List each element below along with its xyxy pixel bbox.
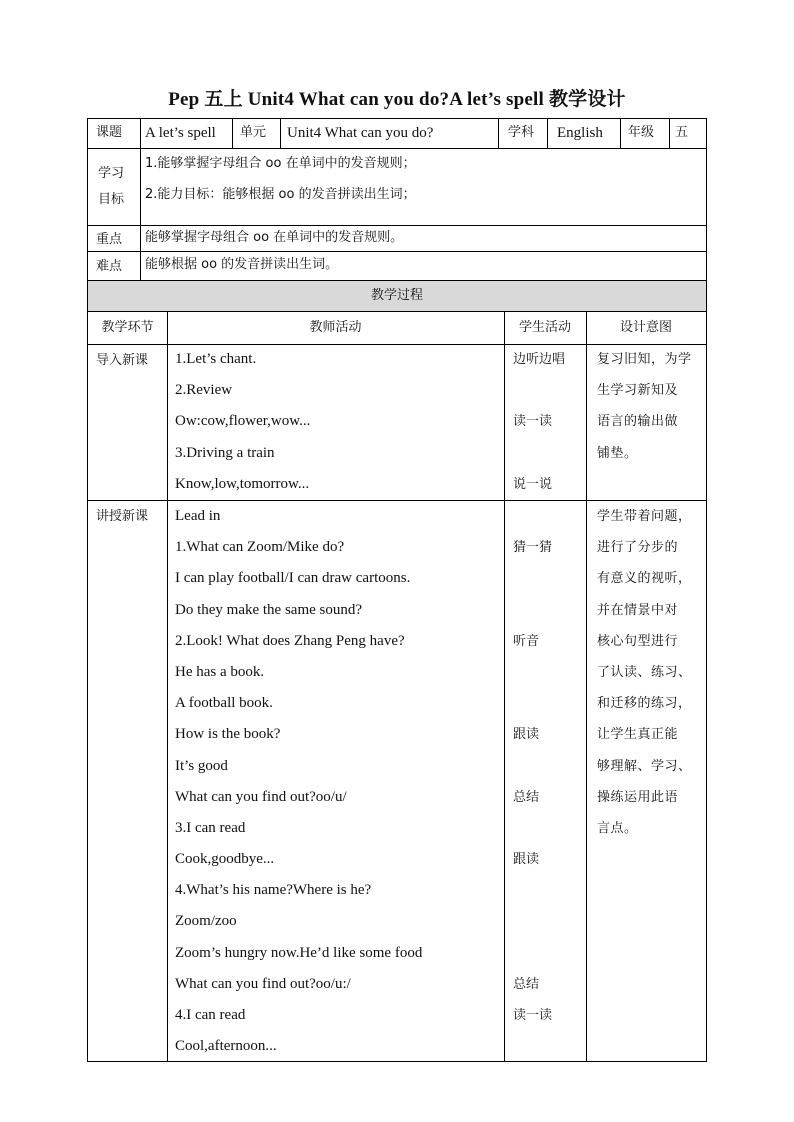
student-line: 跟读 [513,852,540,868]
column-header-student: 学生活动 [518,320,571,335]
label-subject: 学科 [508,125,535,140]
intent-line: 和迁移的练习， [597,696,692,712]
teacher-line: A football book. [175,695,273,712]
key-point-label: 重点 [96,232,123,247]
student-line [513,751,552,782]
teacher-line: Zoom/zoo [175,913,237,930]
intent-line: 并在情景中对 [597,602,679,618]
teacher-line: 1.What can Zoom/Mike do? [175,539,345,556]
student-line: 跟读 [513,727,540,743]
teacher-line: It’s good [175,757,228,774]
course-value: A let’s spell [145,125,216,141]
intent-line: 生学习新知及 [597,383,679,399]
stage1-student-activities [513,344,565,500]
student-line [513,657,552,688]
intent-line: 铺垫。 [597,445,638,461]
label-unit: 单元 [240,125,267,140]
label-course: 课题 [96,125,123,140]
lesson-plan-table [87,118,707,1062]
grade-value: 五 [675,125,689,140]
column-header-stage: 教学环节 [101,320,154,335]
stage1-teacher-activities [175,344,310,500]
stage1-intent [597,344,692,469]
stage2-name: 讲授新课 [96,509,149,524]
student-line [513,813,552,844]
teacher-line: Zoom’s hungry now.He’d like some food [175,944,423,961]
student-line: 边听边唱 [513,352,566,367]
student-line [513,375,565,406]
column-header-intent: 设计意图 [619,320,672,335]
objectives-label-line1: 学习 [98,166,125,181]
teacher-line: 4.I can read [175,1007,246,1023]
intent-line: 操练运用此语 [597,789,679,805]
difficult-point-label: 难点 [96,259,123,274]
intent-line: 有意义的视听， [597,571,692,587]
student-line [513,875,552,906]
student-line [513,563,552,594]
intent-line: 核心句型进行 [597,633,679,649]
teacher-line: Lead in [175,508,221,524]
subject-value: English [557,125,603,141]
teacher-line: 1.Let’s chant. [175,351,257,367]
student-line: 说一说 [513,476,553,492]
unit-value: Unit4 What can you do? [287,125,434,141]
teacher-line: I can play football/I can draw cartoons. [175,570,411,587]
stage2-teacher-activities [175,501,422,1062]
page-title: Pep 五上 Unit4 What can you do?A let’s spell 教学设计 [168,89,626,110]
student-line [513,438,565,469]
student-line: 总结 [513,976,540,992]
intent-line: 学生带着问题， [597,509,692,524]
student-line: 总结 [513,789,540,805]
student-line [513,595,552,626]
objective-item: 2.能力目标：能够根据 oo 的发音拼读出生词； [145,187,416,202]
stage2-intent [597,501,692,844]
difficult-point-text: 能够根据 oo 的发音拼读出生词。 [145,257,339,272]
teacher-line: How is the book? [175,726,281,743]
teacher-line: Cook,goodbye... [175,851,275,868]
label-grade: 年级 [628,125,655,140]
stage1-name: 导入新课 [96,353,149,368]
intent-line: 复习旧知，为学 [597,352,692,367]
teacher-line: What can you find out?oo/u:/ [175,975,351,992]
student-line [513,501,552,532]
objective-item: 1.能够掌握字母组合 oo 在单词中的发音规则； [145,156,416,171]
teacher-line: Do they make the same sound? [175,601,363,618]
intent-line: 语言的输出做 [597,414,679,430]
key-point-text: 能够掌握字母组合 oo 在单词中的发音规则。 [145,230,404,245]
intent-line: 了认读、练习、 [597,664,692,680]
student-line: 读一读 [513,1008,553,1023]
student-line: 猜一猜 [513,540,553,556]
teacher-line: He has a book. [175,663,265,680]
teacher-line: Know,low,tomorrow... [175,475,310,492]
intent-line: 让学生真正能 [597,727,679,743]
student-line: 听音 [513,633,540,649]
teacher-line: Ow:cow,flower,wow... [175,413,311,430]
column-header-teacher: 教师活动 [309,320,362,335]
intent-line: 够理解、学习、 [597,758,692,774]
intent-line: 进行了分步的 [597,540,679,556]
process-title: 教学过程 [370,288,423,303]
stage2-student-activities [513,501,552,1062]
teacher-line: 4.What’s his name?Where is he? [175,882,372,899]
objectives-label-line2: 目标 [98,192,125,207]
teacher-line: What can you find out?oo/u/ [175,788,347,805]
teacher-line: 2.Look! What does Zhang Peng have? [175,632,405,649]
student-line [513,688,552,719]
student-line [513,906,552,937]
student-line [513,938,552,969]
teacher-line: 2.Review [175,382,233,399]
teacher-line: Cool,afternoon... [175,1038,277,1055]
teacher-line: 3.Driving a train [175,444,275,461]
student-line [513,1031,552,1062]
teacher-line: 3.I can read [175,819,246,836]
student-line: 读一读 [513,414,553,430]
intent-line: 言点。 [597,820,638,836]
